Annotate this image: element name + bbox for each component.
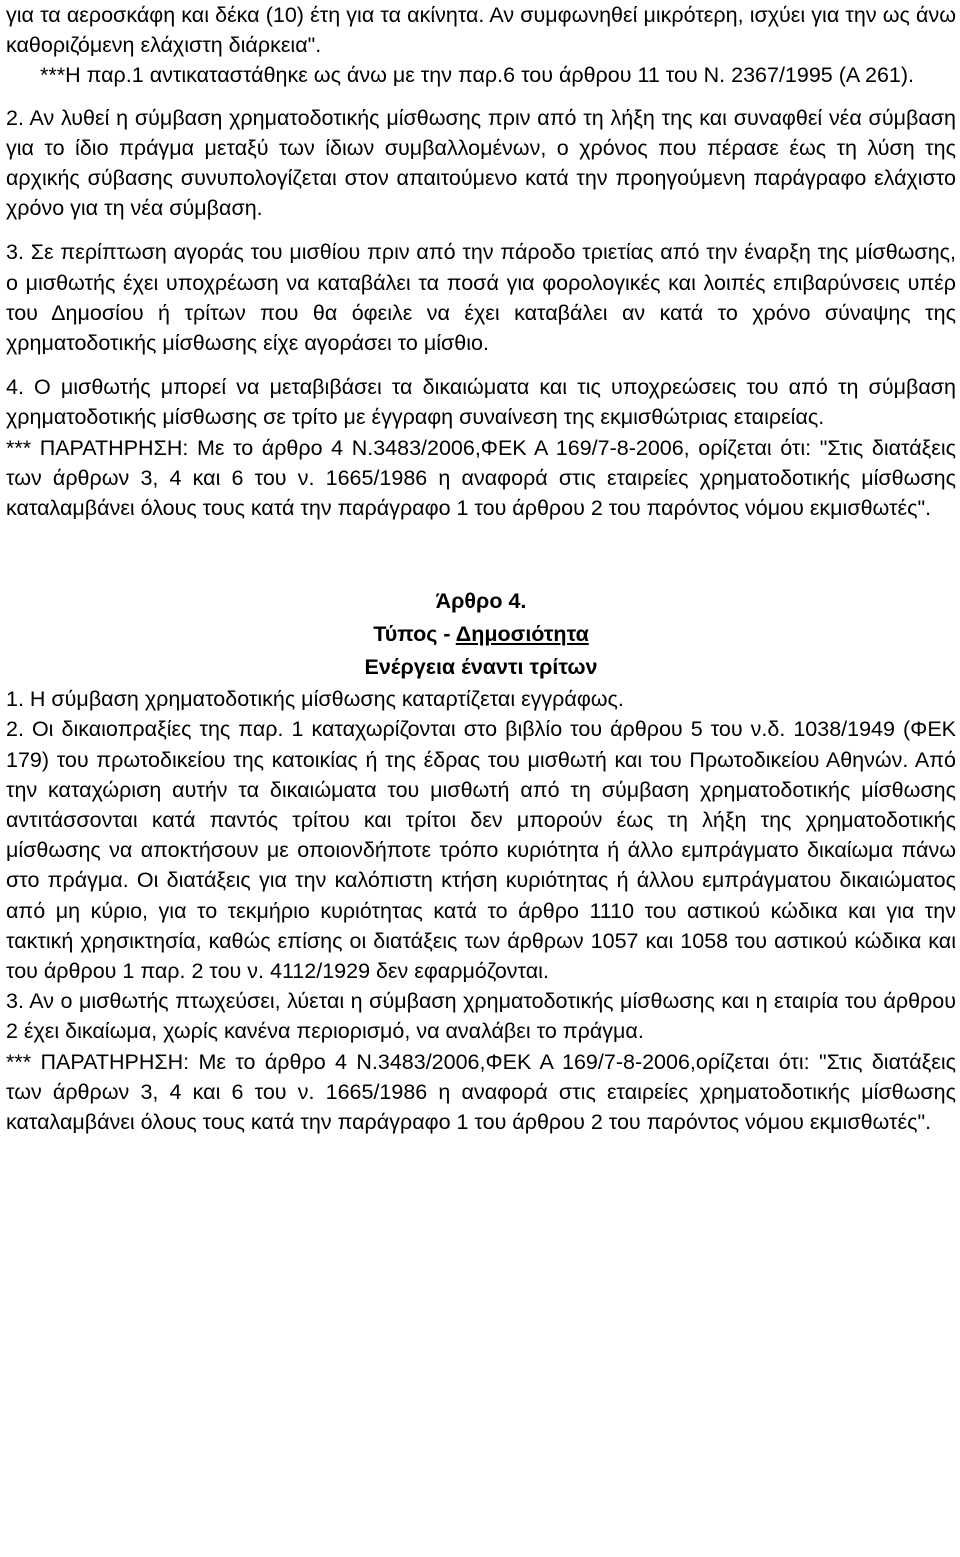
article-subtitle: Ενέργεια έναντι τρίτων (364, 655, 598, 680)
continuation-text (6, 0, 956, 91)
observation-note-2: *** ΠΑΡΑΤΗΡΗΣΗ: Με το άρθρο 4 Ν.3483/2006,ΦΕΚ Α 169/7-8-2006,ορίζεται ότι: "Στις διατάξεις των άρθρων 3, 4 και 6 του ν. 1665/1986 η αναφορά στις εταιρείες χρηματοδοτικής μίσθωσης καταλαμβάνει όλους τους κατά την παράγραφο 1 του άρθρου 2 του παρόντος νόμου εκμισθωτές". (6, 1049, 956, 1135)
article-title-plain: Τύπος - (373, 622, 456, 647)
document-page (6, 0, 956, 1137)
article4-paragraph-1: 1. Η σύμβαση χρηματοδοτικής μίσθωσης καταρτίζεται εγγράφως. (6, 687, 624, 712)
article4-paragraph-2: 2. Οι δικαιοπραξίες της παρ. 1 καταχωρίζονται στο βιβλίο του άρθρου 5 του ν.δ. 1038/1949 (ΦΕΚ 179) του πρωτοδικείου της κατοικίας ή της έδρας του μισθωτή και του Πρωτοδικείου Αθηνών. Από την καταχώριση αυτήν τα δικαιώματα του μισθωτή από τη σύμβαση χρηματοδοτικής μίσθωσης αντιτάσσονται κατά παντός τρίτου και τρίτοι δεν μπορούν έως τη λήξη της χρηματοδοτικής μίσθωσης να αποκτήσουν με οποιονδήποτε τρόπο κυριότητα ή άλλο εμπράγματο δικαίωμα πάνω στο πράγμα. Οι διατάξεις για την καλόπιστη κτήση κυριότητας ή άλλου εμπράγματου δικαιώματος από μη κύριο, για το τεκμήριο κυριότητας κατά το άρθρο 1110 του αστικού κώδικα και για την τακτική χρησικτησία, καθώς επίσης οι διατάξεις των άρθρων 1057 και 1058 του αστικού κώδικα και του άρθρου 1 παρ. 2 του ν. 4112/1929 δεν εφαρμόζονται. (6, 717, 956, 984)
amendment-note: ***Η παρ.1 αντικαταστάθηκε ως άνω με την παρ.6 του άρθρου 11 του Ν. 2367/1995 (Α 261). (40, 63, 915, 88)
article-title (6, 618, 956, 651)
continuation-sentence: για τα αεροσκάφη και δέκα (10) έτη για τα ακίνητα. Αν συμφωνηθεί μικρότερη, ισχύει για την ως άνω καθοριζόμενη ελάχιστη διάρκεια". (6, 3, 956, 58)
article4-paragraph-3: 3. Αν ο μισθωτής πτωχεύσει, λύεται η σύμβαση χρηματοδοτικής μίσθωσης και η εταιρία του άρθρου 2 έχει δικαίωμα, χωρίς κανένα περιορισμό, να αναλάβει το πράγμα. (6, 989, 956, 1044)
paragraph-4: 4. Ο μισθωτής μπορεί να μεταβιβάσει τα δικαιώματα και τις υποχρεώσεις του από τη σύμβαση χρηματοδοτικής μίσθωσης σε τρίτο με έγγραφη συναίνεση της εκμισθώτριας εταιρείας. (6, 375, 956, 430)
paragraph-3: 3. Σε περίπτωση αγοράς του μισθίου πριν από την πάροδο τριετίας από την έναρξη της μίσθωσης, ο μισθωτής έχει υποχρέωση να καταβάλει τα ποσά για φορολογικές και λοιπές επιβαρύνσεις υπέρ του Δημοσίου ή τρίτων που θα όφειλε να έχει καταβάλει αν κατά το χρόνο σύναψης της χρηματοδοτικής μίσθωσης είχε αγοράσει το μίσθιο. (6, 240, 956, 356)
article-title-underlined: Δημοσιότητα (455, 622, 589, 647)
observation-note-1: *** ΠΑΡΑΤΗΡΗΣΗ: Με το άρθρο 4 Ν.3483/2006,ΦΕΚ Α 169/7-8-2006, ορίζεται ότι: "Στις διατάξεις των άρθρων 3, 4 και 6 του ν. 1665/1986 η αναφορά στις εταιρείες χρηματοδοτικής μίσθωσης καταλαμβάνει όλους τους κατά την παράγραφο 1 του άρθρου 2 του παρόντος νόμου εκμισθωτές". (6, 435, 956, 521)
article-heading (6, 585, 956, 684)
article-number: Άρθρο 4. (435, 589, 527, 614)
paragraph-2: 2. Αν λυθεί η σύμβαση χρηματοδοτικής μίσθωσης πριν από τη λήξη της και συναφθεί νέα σύμβαση για το ίδιο πράγμα μεταξύ των ίδιων συμβαλλομένων, ο χρόνος που πέρασε έως τη λύση της αρχικής σύβασης συνυπολογίζεται στον απαιτούμενο κατά την προηγούμενη παράγραφο ελάχιστο χρόνο για τη νέα σύμβαση. (6, 105, 956, 221)
